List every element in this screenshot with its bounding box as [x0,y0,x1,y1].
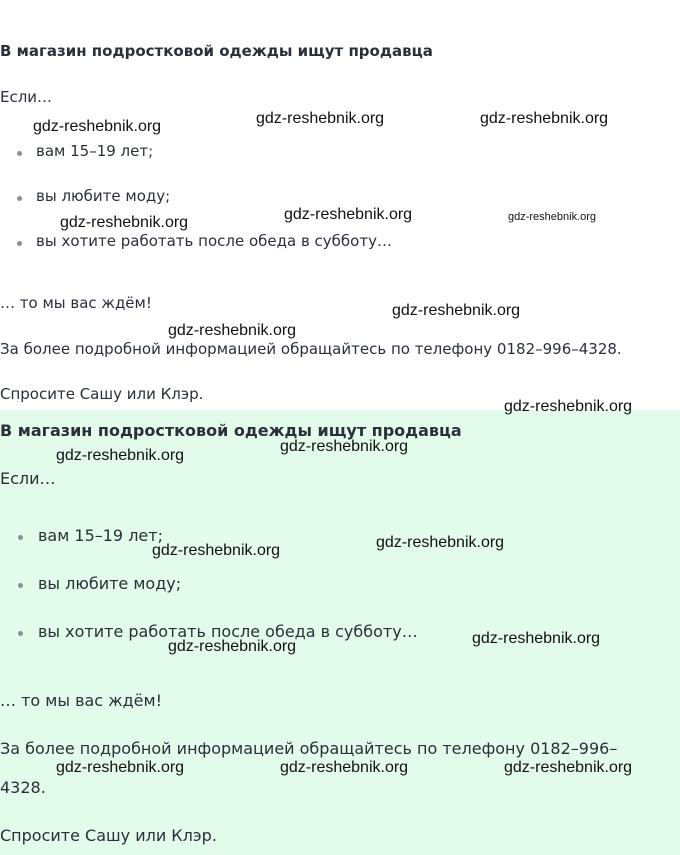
list-bullet [17,196,22,201]
ad-block-original [0,0,680,410]
list-item: вы любите моду; [36,187,171,205]
watermark: gdz-reshebnik.org [508,211,597,223]
ad-block-answer [0,410,680,855]
list-item: вам 15–19 лет; [36,142,154,160]
ad-intro: Если… [0,88,53,106]
watermark: gdz-reshebnik.org [376,534,505,551]
watermark: gdz-reshebnik.org [280,759,409,776]
watermark: gdz-reshebnik.org [256,110,385,127]
watermark: gdz-reshebnik.org [56,759,185,776]
list-item: вы хотите работать после обеда в субботу… [36,232,392,250]
ad-title: В магазин подростковой одежды ищут продавца [0,421,462,440]
list-bullet [17,241,22,246]
watermark: gdz-reshebnik.org [60,214,189,231]
ad-contact-line-2: 4328. [0,778,46,797]
watermark: gdz-reshebnik.org [152,542,281,559]
ad-contact: За более подробной информацией обращайтесь по телефону 0182–996–4328. [0,340,622,358]
watermark: gdz-reshebnik.org [33,118,162,135]
list-item: вам 15–19 лет; [38,526,163,545]
ad-title: В магазин подростковой одежды ищут продавца [0,42,433,60]
ad-closing: … то мы вас ждём! [0,294,152,312]
ad-ask: Спросите Сашу или Клэр. [0,385,204,403]
list-item: вы хотите работать после обеда в субботу… [38,622,418,641]
watermark: gdz-reshebnik.org [392,302,521,319]
watermark: gdz-reshebnik.org [472,630,601,647]
list-item: вы любите моду; [38,574,182,593]
ad-intro: Если… [0,469,56,488]
list-bullet [18,583,23,588]
list-bullet [18,535,23,540]
watermark: gdz-reshebnik.org [504,398,633,415]
watermark: gdz-reshebnik.org [168,322,297,339]
watermark: gdz-reshebnik.org [280,438,409,455]
ad-closing: … то мы вас ждём! [0,691,162,710]
watermark: gdz-reshebnik.org [284,206,413,223]
watermark: gdz-reshebnik.org [504,759,633,776]
list-bullet [18,631,23,636]
watermark: gdz-reshebnik.org [168,638,297,655]
ad-ask: Спросите Сашу или Клэр. [0,826,217,845]
watermark: gdz-reshebnik.org [56,447,185,464]
ad-contact-line-1: За более подробной информацией обращайтесь по телефону 0182–996– [0,739,618,758]
list-bullet [17,151,22,156]
watermark: gdz-reshebnik.org [480,110,609,127]
